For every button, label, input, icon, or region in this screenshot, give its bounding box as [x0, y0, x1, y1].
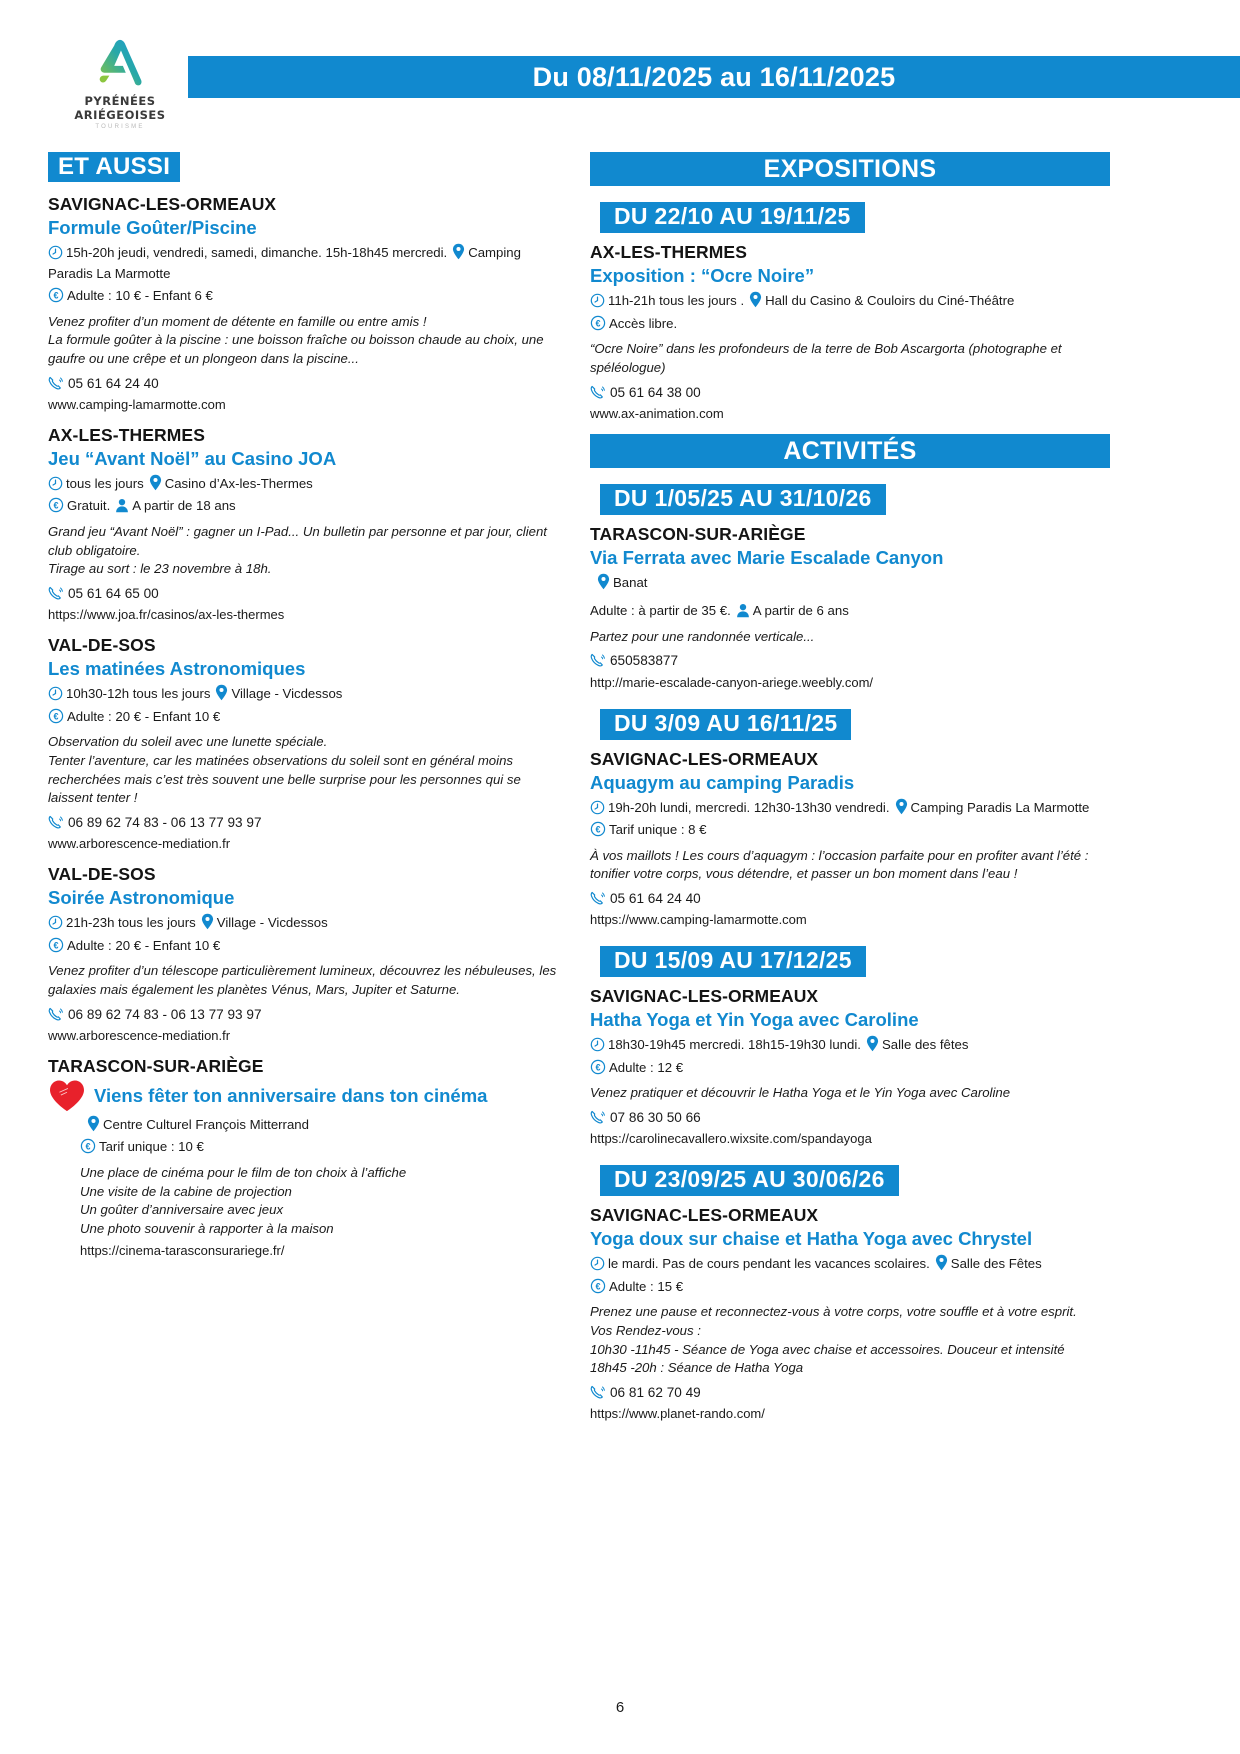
event-url[interactable]: www.camping-lamarmotte.com [48, 396, 226, 412]
event-title-row [48, 1079, 568, 1113]
event-price: Adulte : 10 € - Enfant 6 € [67, 288, 213, 304]
event-title: Hatha Yoga et Yin Yoga avec Caroline [590, 1009, 919, 1031]
phone-icon [590, 1109, 607, 1125]
phone-icon [48, 1006, 65, 1022]
event-price: Adulte : 20 € - Enfant 10 € [67, 708, 221, 724]
event-place: Centre Culturel François Mitterrand [103, 1116, 309, 1132]
event-description: Partez pour une randonnée verticale... [590, 628, 815, 644]
phone-icon [48, 814, 65, 830]
event-town: SAVIGNAC-LES-ORMEAUX [590, 1205, 819, 1226]
logo-tagline: TOURISME [95, 124, 145, 131]
event-schedule-place [590, 1035, 1110, 1055]
event-schedule: 19h-20h lundi, mercredi. 12h30-13h30 vendredi. [608, 799, 890, 815]
euro-icon [590, 1059, 606, 1075]
event-place: Village - Vicdessos [216, 915, 328, 931]
location-pin-icon [866, 1035, 879, 1052]
event-url[interactable]: www.ax-animation.com [590, 405, 724, 421]
event-town: TARASCON-SUR-ARIÈGE [590, 523, 806, 544]
event-block [48, 425, 568, 622]
event-price-line [48, 286, 568, 306]
event-title: Viens fêter ton anniversaire dans ton cinéma [94, 1084, 488, 1106]
date-group [590, 940, 1110, 1146]
event-phone: 05 61 64 38 00 [610, 384, 701, 400]
person-icon [736, 603, 750, 618]
svg-text:€: € [595, 1281, 601, 1292]
event-block [590, 749, 1110, 928]
svg-text:€: € [53, 940, 59, 951]
event-place: Casino d’Ax-les-Thermes [164, 476, 313, 491]
brand-logo [72, 36, 168, 130]
event-phone: 650583877 [610, 653, 679, 669]
event-town: SAVIGNAC-LES-ORMEAUX [590, 748, 819, 769]
event-price-line [590, 1058, 1110, 1078]
event-phone-line [590, 1382, 1110, 1403]
event-phone: 05 61 64 24 40 [68, 375, 159, 391]
person-icon [115, 498, 129, 513]
event-schedule-place [48, 913, 568, 933]
event-town: SAVIGNAC-LES-ORMEAUX [590, 986, 819, 1007]
event-price: Tarif unique : 10 € [99, 1139, 204, 1155]
svg-text:€: € [595, 1062, 601, 1073]
event-url[interactable]: https://cinema-tarasconsurariege.fr/ [80, 1242, 285, 1258]
date-range-tag: DU 22/10 AU 19/11/25 [600, 202, 865, 233]
event-phone: 06 89 62 74 83 - 06 13 77 93 97 [68, 1006, 262, 1022]
location-pin-icon [935, 1254, 948, 1271]
euro-icon [48, 708, 64, 724]
location-pin-icon [452, 243, 465, 260]
event-schedule: 21h-23h tous les jours [66, 915, 196, 931]
event-price-line [590, 314, 1110, 334]
event-price-line [590, 601, 1110, 621]
event-url[interactable]: https://www.joa.fr/casinos/ax-les-thermes [48, 607, 285, 623]
event-place: Banat [613, 574, 648, 590]
event-price: Accès libre. [609, 315, 678, 331]
event-price: Adulte : 15 € [609, 1278, 684, 1294]
event-audience: A partir de 6 ans [752, 603, 849, 619]
clock-icon [590, 293, 605, 308]
clock-icon [48, 915, 63, 930]
euro-icon [590, 821, 606, 837]
event-place: Salle des Fêtes [950, 1256, 1042, 1272]
date-range-banner: Du 08/11/2025 au 16/11/2025 [188, 56, 1240, 98]
event-schedule: 10h30-12h tous les jours [66, 686, 211, 702]
event-price-line [48, 707, 568, 727]
event-url[interactable]: https://carolinecavallero.wixsite.com/spandayoga [590, 1131, 872, 1147]
event-town: AX-LES-THERMES [48, 424, 205, 445]
date-range-tag: DU 1/05/25 AU 31/10/26 [600, 484, 886, 515]
event-title: Les matinées Astronomiques [48, 658, 306, 680]
event-price-line [48, 496, 568, 516]
event-phone: 06 89 62 74 83 - 06 13 77 93 97 [68, 815, 262, 831]
event-phone-line [590, 1107, 1110, 1128]
event-url[interactable]: https://www.camping-lamarmotte.com [590, 912, 807, 928]
event-schedule-place [48, 684, 568, 704]
event-price: Gratuit. [67, 498, 111, 514]
event-price: Adulte : à partir de 35 €. [590, 603, 731, 619]
event-place: Camping Paradis La Marmotte [48, 245, 521, 281]
page-header [0, 0, 1240, 130]
date-range-tag: DU 3/09 AU 16/11/25 [600, 709, 851, 740]
event-title: Exposition : “Ocre Noire” [590, 265, 815, 286]
event-description: À vos maillots ! Les cours d’aquagym : l’occasion parfaite pour en profiter avant l’été : tonifier votre corps, vous détendre, et passer un bon moment dans l’eau ! [590, 847, 1089, 882]
section-banner: EXPOSITIONS [590, 152, 1110, 186]
event-place: Village - Vicdessos [231, 686, 343, 702]
event-description: Venez profiter d’un télescope particulièrement lumineux, découvrez les nébuleuses, les galaxies mais également les planètes Vénus, Mars, Jupiter et Saturne. [48, 963, 557, 998]
svg-text:€: € [595, 824, 601, 835]
date-group [590, 196, 1110, 421]
event-block [590, 242, 1110, 421]
left-column [48, 152, 568, 1434]
event-phone-line [48, 583, 568, 604]
page-number: 6 [615, 1699, 625, 1716]
event-description: Observation du soleil avec une lunette spéciale. Tenter l’aventure, car les matinées observations du soleil sont en général moins recherchées mais c’est très souvent une belle surprise pour les personnes qui se laissent tenter ! [48, 734, 521, 806]
clock-icon [48, 686, 63, 701]
location-pin-icon [215, 684, 228, 701]
event-place-line [590, 573, 1110, 593]
section-banner: ACTIVITÉS [590, 434, 1110, 468]
event-price-line [590, 1277, 1110, 1297]
event-schedule-place [590, 798, 1110, 818]
event-price: Tarif unique : 8 € [609, 822, 707, 838]
event-phone: 06 81 62 70 49 [610, 1385, 701, 1401]
event-title: Formule Goûter/Piscine [48, 217, 257, 238]
date-range-tag: DU 15/09 AU 17/12/25 [600, 946, 866, 977]
phone-icon [48, 585, 65, 601]
event-price: Adulte : 20 € - Enfant 10 € [67, 937, 221, 953]
event-description: Prenez une pause et reconnectez-vous à votre corps, votre souffle et à votre esprit. Vos Rendez-vous : 10h30 -11h45 - Séance de Yoga avec chaise et accessoires. Douceur et intensité 18h45 -20h : Séance de Hatha Yoga [590, 1304, 1077, 1376]
location-pin-icon [87, 1115, 100, 1132]
event-price-line [48, 936, 568, 956]
event-town: TARASCON-SUR-ARIÈGE [48, 1055, 264, 1076]
event-description: Venez pratiquer et découvrir le Hatha Yoga et le Yin Yoga avec Caroline [590, 1085, 1011, 1101]
right-column [590, 152, 1110, 1434]
right-sections-list [590, 152, 1110, 1421]
clock-icon [48, 476, 63, 491]
pyrenees-logo-icon [91, 36, 149, 92]
event-schedule: le mardi. Pas de cours pendant les vacances scolaires. [608, 1256, 930, 1272]
logo-line-1: PYRÉNÉES [84, 94, 156, 108]
event-phone: 05 61 64 24 40 [610, 891, 701, 907]
event-place-line [48, 1115, 568, 1135]
event-block [48, 635, 568, 851]
location-pin-icon [201, 913, 214, 930]
phone-icon [590, 384, 607, 400]
euro-icon [48, 497, 64, 513]
event-url[interactable]: www.arborescence-mediation.fr [48, 1027, 231, 1043]
event-url[interactable]: http://marie-escalade-canyon-ariege.weebly.com/ [590, 674, 874, 690]
phone-icon [590, 652, 607, 668]
event-phone-line [48, 1004, 568, 1025]
clock-icon [48, 245, 63, 260]
event-block [590, 1205, 1110, 1421]
event-block [48, 864, 568, 1043]
section-banner-et-aussi: ET AUSSI [48, 152, 180, 182]
svg-text:€: € [85, 1141, 91, 1152]
event-phone-line [590, 650, 1110, 671]
event-block [48, 194, 568, 412]
event-place: Camping Paradis La Marmotte [910, 799, 1090, 815]
svg-text:€: € [53, 290, 59, 301]
event-schedule-place [590, 291, 1110, 311]
clock-icon [590, 1256, 605, 1271]
event-title: Jeu “Avant Noël” au Casino JOA [48, 447, 337, 469]
date-group [590, 1159, 1110, 1421]
svg-text:€: € [53, 500, 59, 511]
event-phone-line [48, 812, 568, 833]
favourite-heart-icon [48, 1079, 86, 1113]
event-place: Hall du Casino & Couloirs du Ciné-Théâtre [765, 293, 1015, 309]
event-town: VAL-DE-SOS [48, 635, 156, 656]
svg-text:€: € [53, 711, 59, 722]
event-audience: A partir de 18 ans [132, 498, 236, 514]
event-description: Venez profiter d’un moment de détente en famille ou entre amis ! La formule goûter à la piscine : une boisson fraîche ou boisson chaude au choix, une gaufre ou une crêpe et un plongeon dans la piscine... [48, 313, 544, 367]
event-phone: 07 86 30 50 66 [610, 1109, 701, 1125]
location-pin-icon [749, 291, 762, 308]
euro-icon [48, 937, 64, 953]
event-phone-line [590, 382, 1110, 403]
event-title: Yoga doux sur chaise et Hatha Yoga avec Chrystel [590, 1228, 1033, 1250]
event-town: VAL-DE-SOS [48, 864, 156, 885]
event-phone: 05 61 64 65 00 [68, 586, 159, 602]
logo-line-2: ARIÉGEOISES [74, 107, 166, 122]
clock-icon [590, 1037, 605, 1052]
event-schedule: 15h-20h jeudi, vendredi, samedi, dimanche. 15h-18h45 mercredi. [66, 245, 448, 261]
svg-text:€: € [595, 318, 601, 329]
event-town: AX-LES-THERMES [590, 242, 747, 262]
phone-icon [590, 1384, 607, 1400]
event-schedule: 11h-21h tous les jours . [608, 293, 745, 309]
event-schedule: tous les jours [66, 476, 144, 491]
location-pin-icon [597, 573, 610, 590]
clock-icon [590, 800, 605, 815]
euro-icon [48, 287, 64, 303]
location-pin-icon [149, 474, 162, 491]
event-town: SAVIGNAC-LES-ORMEAUX [48, 194, 277, 214]
event-title: Aquagym au camping Paradis [590, 771, 855, 793]
event-phone-line [590, 888, 1110, 909]
content-columns [0, 152, 1240, 1434]
left-events-list [48, 194, 568, 1258]
event-title: Soirée Astronomique [48, 887, 235, 909]
date-group [590, 703, 1110, 928]
euro-icon [80, 1138, 96, 1154]
event-price: Adulte : 12 € [609, 1059, 684, 1075]
phone-icon [48, 375, 65, 391]
event-price-line [590, 820, 1110, 840]
location-pin-icon [895, 798, 908, 815]
event-block [590, 524, 1110, 690]
event-price-line [48, 1137, 568, 1157]
event-description: Une place de cinéma pour le film de ton choix à l’affiche Une visite de la cabine de projection Un goûter d’anniversaire avec jeux Une photo souvenir à rapporter à la maison [80, 1164, 407, 1236]
event-title: Via Ferrata avec Marie Escalade Canyon [590, 546, 944, 568]
date-group [590, 478, 1110, 690]
euro-icon [590, 1278, 606, 1294]
event-url[interactable]: www.arborescence-mediation.fr [48, 836, 231, 852]
event-block [48, 1056, 568, 1258]
date-range-tag: DU 23/09/25 AU 30/06/26 [600, 1165, 899, 1196]
event-schedule-place [590, 1254, 1110, 1274]
event-schedule-place [48, 243, 568, 284]
event-url[interactable]: https://www.planet-rando.com/ [590, 1406, 765, 1422]
event-description: “Ocre Noire” dans les profondeurs de la terre de Bob Ascargorta (photographe et spéléologue) [590, 341, 1062, 375]
event-phone-line [48, 373, 568, 394]
event-description: Grand jeu “Avant Noël” : gagner un I-Pad... Un bulletin par personne et par jour, client club obligatoire. Tirage au sort : le 23 novembre à 18h. [48, 523, 547, 577]
event-schedule: 18h30-19h45 mercredi. 18h15-19h30 lundi. [608, 1037, 861, 1053]
phone-icon [590, 890, 607, 906]
event-place: Salle des fêtes [881, 1037, 969, 1053]
event-block [590, 986, 1110, 1146]
euro-icon [590, 315, 606, 331]
event-schedule-place [48, 474, 568, 494]
